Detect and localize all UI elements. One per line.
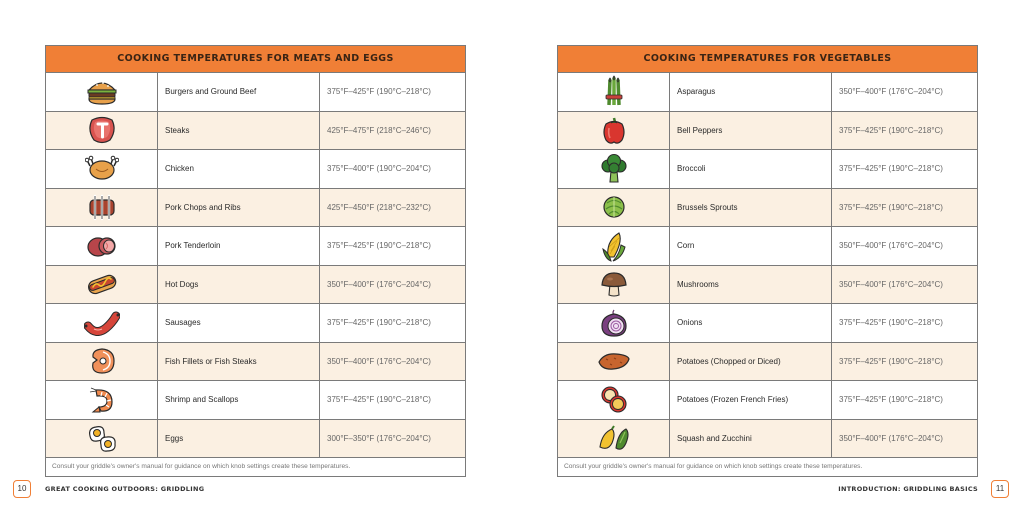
food-name: Potatoes (Chopped or Diced) — [670, 343, 832, 381]
table-row — [558, 227, 977, 266]
footnote: Consult your griddle's owner's manual for guidance on which knob settings create these temperatures. — [564, 463, 863, 470]
temperature-range: 375°F–425°F (190°C–218°C) — [839, 356, 943, 366]
icon-cell — [46, 150, 158, 188]
running-head: INTRODUCTION: GRIDDLING BASICS — [838, 485, 978, 493]
icon-cell — [558, 227, 670, 265]
food-name: Brussels Sprouts — [670, 189, 832, 227]
food-name: Eggs — [158, 420, 320, 458]
temperature-range: 350°F–400°F (176°C–204°C) — [839, 87, 943, 97]
page-number: 11 — [991, 480, 1009, 498]
onion-icon — [599, 307, 629, 339]
mushroom-icon — [599, 269, 629, 299]
burger-icon — [85, 77, 119, 107]
icon-cell — [558, 189, 670, 227]
icon-cell — [558, 73, 670, 111]
food-name: Pork Chops and Ribs — [158, 189, 320, 227]
table-row — [46, 266, 465, 305]
shrimp-icon — [87, 385, 117, 415]
food-name: Mushrooms — [670, 266, 832, 304]
potato-slices-icon — [599, 384, 629, 416]
steak-icon — [86, 114, 118, 146]
table-row — [46, 227, 465, 266]
temperature-range: 375°F–400°F (190°C–204°C) — [327, 164, 431, 174]
meats-eggs-table — [45, 45, 466, 477]
page-number: 10 — [13, 480, 31, 498]
temperature-range: 375°F–425°F (190°C–218°C) — [839, 202, 943, 212]
temperature-range: 375°F–425°F (190°C–218°C) — [327, 87, 431, 97]
table-row — [46, 420, 465, 459]
icon-cell — [558, 266, 670, 304]
food-name: Chicken — [158, 150, 320, 188]
temperature-range: 350°F–400°F (176°C–204°C) — [327, 279, 431, 289]
table-row — [46, 73, 465, 112]
food-name: Corn — [670, 227, 832, 265]
food-name: Onions — [670, 304, 832, 342]
icon-cell — [558, 150, 670, 188]
temperature-range: 375°F–425°F (190°C–218°C) — [327, 318, 431, 328]
table-row — [558, 381, 977, 420]
temperature-range: 350°F–400°F (176°C–204°C) — [327, 356, 431, 366]
sweet-potato-icon — [596, 349, 632, 373]
table-title: COOKING TEMPERATURES FOR MEATS AND EGGS — [46, 46, 465, 73]
temperature-range: 375°F–425°F (190°C–218°C) — [327, 241, 431, 251]
icon-cell — [46, 112, 158, 150]
food-name: Potatoes (Frozen French Fries) — [670, 381, 832, 419]
icon-cell — [558, 381, 670, 419]
sausage-icon — [84, 310, 120, 336]
vegetables-table — [557, 45, 978, 477]
table-row — [558, 150, 977, 189]
temperature-range: 350°F–400°F (176°C–204°C) — [839, 433, 943, 443]
table-row — [558, 304, 977, 343]
right-page — [557, 45, 978, 477]
table-title: COOKING TEMPERATURES FOR VEGETABLES — [558, 46, 977, 73]
icon-cell — [558, 343, 670, 381]
food-name: Squash and Zucchini — [670, 420, 832, 458]
food-name: Bell Peppers — [670, 112, 832, 150]
food-name: Pork Tenderloin — [158, 227, 320, 265]
table-row — [46, 150, 465, 189]
table-row — [46, 112, 465, 151]
food-name: Steaks — [158, 112, 320, 150]
table-row — [558, 420, 977, 459]
temperature-range: 350°F–400°F (176°C–204°C) — [839, 279, 943, 289]
temperature-range: 350°F–400°F (176°C–204°C) — [839, 241, 943, 251]
icon-cell — [46, 189, 158, 227]
temperature-range: 375°F–425°F (190°C–218°C) — [839, 318, 943, 328]
table-row — [46, 304, 465, 343]
table-row — [558, 189, 977, 228]
food-name: Shrimp and Scallops — [158, 381, 320, 419]
broccoli-icon — [599, 153, 629, 185]
food-name: Hot Dogs — [158, 266, 320, 304]
asparagus-icon — [602, 75, 626, 109]
table-row — [558, 343, 977, 382]
pork-tenderloin-icon — [85, 233, 119, 259]
ribs-icon — [86, 193, 118, 221]
icon-cell — [558, 420, 670, 458]
running-head: GREAT COOKING OUTDOORS: GRIDDLING — [45, 485, 205, 493]
temperature-range: 375°F–425°F (190°C–218°C) — [839, 125, 943, 135]
fried-eggs-icon — [85, 422, 119, 454]
food-name: Asparagus — [670, 73, 832, 111]
roast-chicken-icon — [85, 154, 119, 184]
temperature-range: 425°F–450°F (218°C–232°C) — [327, 202, 431, 212]
icon-cell — [46, 227, 158, 265]
table-row — [46, 189, 465, 228]
icon-cell — [46, 266, 158, 304]
temperature-range: 300°F–350°F (176°C–204°C) — [327, 433, 431, 443]
table-row — [46, 381, 465, 420]
temperature-range: 425°F–475°F (218°C–246°C) — [327, 125, 431, 135]
left-page — [45, 45, 466, 477]
footnote: Consult your griddle's owner's manual for guidance on which knob settings create these temperatures. — [52, 463, 351, 470]
icon-cell — [558, 112, 670, 150]
icon-cell — [46, 343, 158, 381]
temperature-range: 375°F–425°F (190°C–218°C) — [839, 395, 943, 405]
fish-steak-icon — [87, 346, 117, 376]
temperature-range: 375°F–425°F (190°C–218°C) — [327, 395, 431, 405]
table-row — [558, 266, 977, 305]
food-name: Fish Fillets or Fish Steaks — [158, 343, 320, 381]
bell-pepper-icon — [600, 114, 628, 146]
food-name: Sausages — [158, 304, 320, 342]
icon-cell — [46, 304, 158, 342]
temperature-range: 375°F–425°F (190°C–218°C) — [839, 164, 943, 174]
squash-zucchini-icon — [596, 423, 632, 453]
food-name: Broccoli — [670, 150, 832, 188]
icon-cell — [46, 420, 158, 458]
corn-icon — [599, 229, 629, 263]
icon-cell — [558, 304, 670, 342]
food-name: Burgers and Ground Beef — [158, 73, 320, 111]
icon-cell — [46, 381, 158, 419]
brussels-sprout-icon — [601, 194, 627, 220]
hot-dog-icon — [85, 270, 119, 298]
table-row — [46, 343, 465, 382]
table-row — [558, 112, 977, 151]
table-row — [558, 73, 977, 112]
icon-cell — [46, 73, 158, 111]
